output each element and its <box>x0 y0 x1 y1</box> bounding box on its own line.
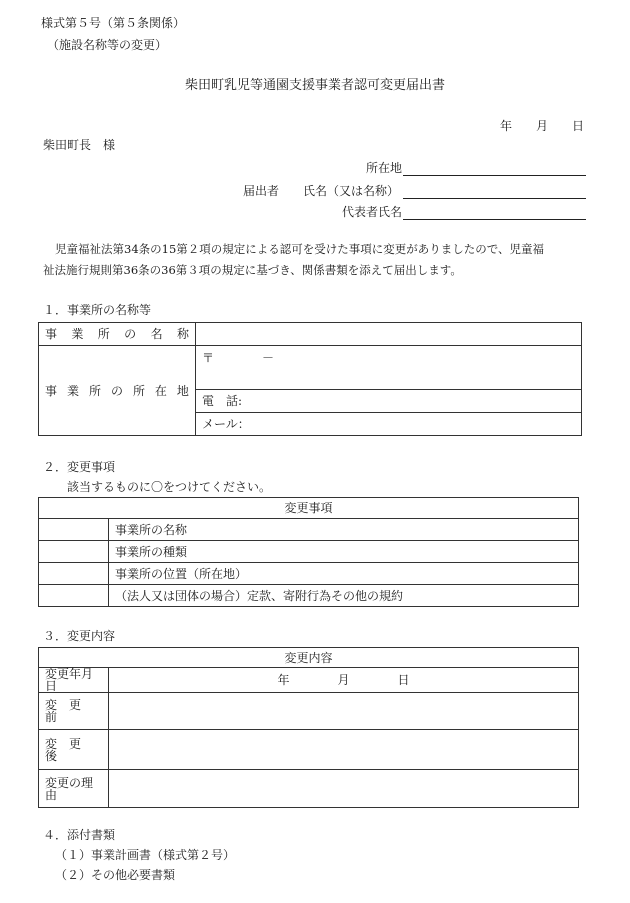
attachment-item-1: （１）事業計画書（様式第２号） <box>55 848 236 862</box>
circle-cell-3[interactable] <box>39 563 109 585</box>
change-items-header: 変更事項 <box>39 498 579 519</box>
address-label: 所在地 <box>366 161 403 175</box>
document-title: 柴田町乳児等通園支援事業者認可変更届出書 <box>184 78 445 93</box>
change-item-3: 事業所の位置（所在地） <box>109 563 579 585</box>
after-cell[interactable] <box>109 730 579 770</box>
name-label: 氏名（又は名称） <box>303 184 400 198</box>
address-field[interactable] <box>403 175 586 176</box>
change-content-header: 変更内容 <box>39 648 579 668</box>
change-date-value[interactable]: 年 月 日 <box>109 668 579 693</box>
name-field[interactable] <box>403 198 586 199</box>
circle-cell-2[interactable] <box>39 541 109 563</box>
phone-cell[interactable] <box>196 390 582 413</box>
circle-cell-4[interactable] <box>39 585 109 607</box>
change-item-4: （法人又は団体の場合）定款、寄附行為その他の規約 <box>109 585 579 607</box>
form-number: 様式第５号（第５条関係） <box>41 16 186 30</box>
section2-heading: ２．変更事項 <box>43 460 116 474</box>
phone-label: 電 話: <box>202 394 243 408</box>
attachment-item-2: （２）その他必要書類 <box>55 868 176 882</box>
mail-cell[interactable] <box>196 413 582 436</box>
intro-line-1: 児童福祉法第34条の15第２項の規定による認可を受けた事項に変更がありましたので、児童福 <box>55 242 545 256</box>
representative-label: 代表者氏名 <box>342 205 403 219</box>
after-label: 変 更 後 <box>39 730 109 770</box>
facility-name-cell[interactable] <box>196 323 582 346</box>
intro-line-2: 祉法施行規則第36条の36第３項の規定に基づき、関係書類を添えて届出します。 <box>43 263 462 277</box>
section3-heading: ３．変更内容 <box>43 629 116 643</box>
representative-field[interactable] <box>403 219 586 220</box>
facility-table <box>38 322 582 436</box>
date-line: 年 月 日 <box>500 119 585 133</box>
facility-location-label: 事 業 所 の 所 在 地 <box>39 346 196 436</box>
mail-label: メール： <box>202 417 250 431</box>
facility-name-label: 事 業 所 の 名 称 <box>39 323 196 346</box>
change-items-table <box>38 497 579 607</box>
circle-cell-1[interactable] <box>39 519 109 541</box>
change-date-label: 変更年月日 <box>39 668 109 693</box>
form-subtitle: （施設名称等の変更） <box>47 38 168 52</box>
change-item-1: 事業所の名称 <box>109 519 579 541</box>
postal-mark: 〒 <box>202 351 215 365</box>
addressee: 柴田町長 様 <box>43 138 116 152</box>
postal-cell[interactable] <box>196 346 582 390</box>
section2-instruction: 該当するものに〇をつけてください。 <box>67 480 272 494</box>
reason-cell[interactable] <box>109 770 579 808</box>
section4-heading: ４．添付書類 <box>43 828 116 842</box>
before-label: 変 更 前 <box>39 693 109 730</box>
change-item-2: 事業所の種類 <box>109 541 579 563</box>
reason-label: 変更の理由 <box>39 770 109 808</box>
postal-dash: － <box>262 351 275 365</box>
section1-heading: １．事業所の名称等 <box>43 303 152 317</box>
before-cell[interactable] <box>109 693 579 730</box>
applicant-label: 届出者 <box>243 184 280 198</box>
change-content-table <box>38 647 579 808</box>
